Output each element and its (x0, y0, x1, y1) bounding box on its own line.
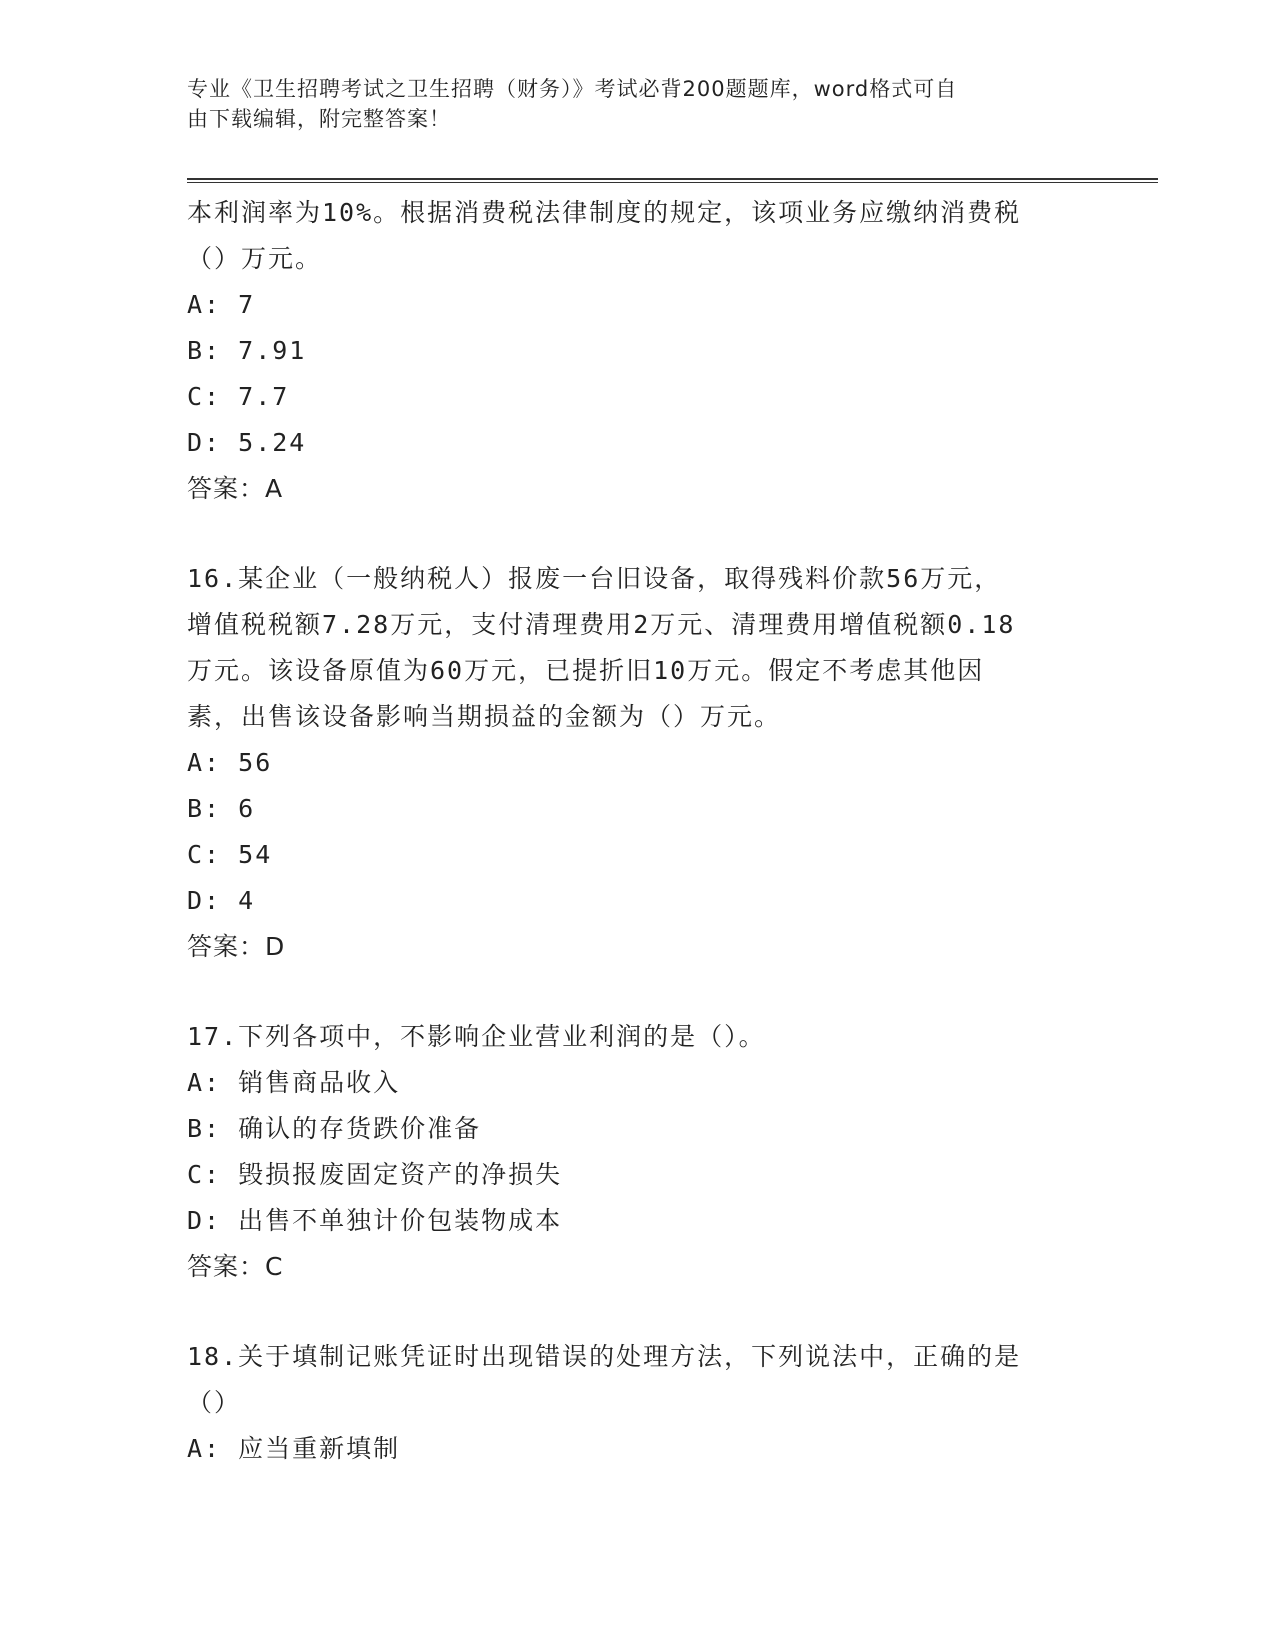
question-stem-line: 本利润率为10%。根据消费税法律制度的规定，该项业务应缴纳消费税 (187, 198, 1022, 227)
option-b: B: 确认的存货跌价准备 (187, 1114, 482, 1143)
header-line-2: 由下载编辑，附完整答案！ (187, 107, 451, 131)
question-18 (187, 1334, 1087, 1472)
option-a: A: 56 (187, 748, 273, 777)
option-b: B: 6 (187, 794, 256, 823)
option-c: C: 54 (187, 840, 273, 869)
question-stem-line: 16.某企业（一般纳税人）报废一台旧设备，取得残料价款56万元， (187, 564, 1002, 593)
question-stem-line: 17.下列各项中，不影响企业营业利润的是（）。 (187, 1022, 766, 1051)
question-stem-line: 素，出售该设备影响当期损益的金额为（）万元。 (187, 702, 782, 731)
answer-label: 答案：D (187, 932, 286, 961)
option-d: D: 出售不单独计价包装物成本 (187, 1206, 563, 1235)
header-line-1: 专业《卫生招聘考试之卫生招聘（财务）》考试必背200题题库，word格式可自 (187, 77, 958, 101)
question-spacer (187, 1290, 1087, 1334)
option-c: C: 7.7 (187, 382, 290, 411)
option-d: D: 4 (187, 886, 256, 915)
question-17 (187, 1014, 1087, 1290)
question-stem-line: 18.关于填制记账凭证时出现错误的处理方法，下列说法中，正确的是 (187, 1342, 1022, 1371)
option-a: A: 应当重新填制 (187, 1434, 401, 1463)
option-a: A: 7 (187, 290, 256, 319)
option-b: B: 7.91 (187, 336, 307, 365)
answer-label: 答案：A (187, 474, 284, 503)
question-spacer (187, 512, 1087, 556)
question-stem-line: 增值税税额7.28万元，支付清理费用2万元、清理费用增值税额0.18 (187, 610, 1016, 639)
header-divider-thick (187, 178, 1158, 180)
question-stem-line: 万元。该设备原值为60万元，已提折旧10万元。假定不考虑其他因 (187, 656, 985, 685)
question-stem-line: （） (187, 1388, 242, 1417)
option-a: A: 销售商品收入 (187, 1068, 401, 1097)
option-d: D: 5.24 (187, 428, 307, 457)
question-content (187, 190, 1087, 1472)
page-header (187, 74, 1067, 134)
question-stem-line: （）万元。 (187, 244, 323, 273)
option-c: C: 毁损报废固定资产的净损失 (187, 1160, 563, 1189)
header-divider-thin (187, 182, 1158, 183)
question-15 (187, 190, 1087, 512)
question-16 (187, 556, 1087, 970)
answer-label: 答案：C (187, 1252, 284, 1281)
question-spacer (187, 970, 1087, 1014)
